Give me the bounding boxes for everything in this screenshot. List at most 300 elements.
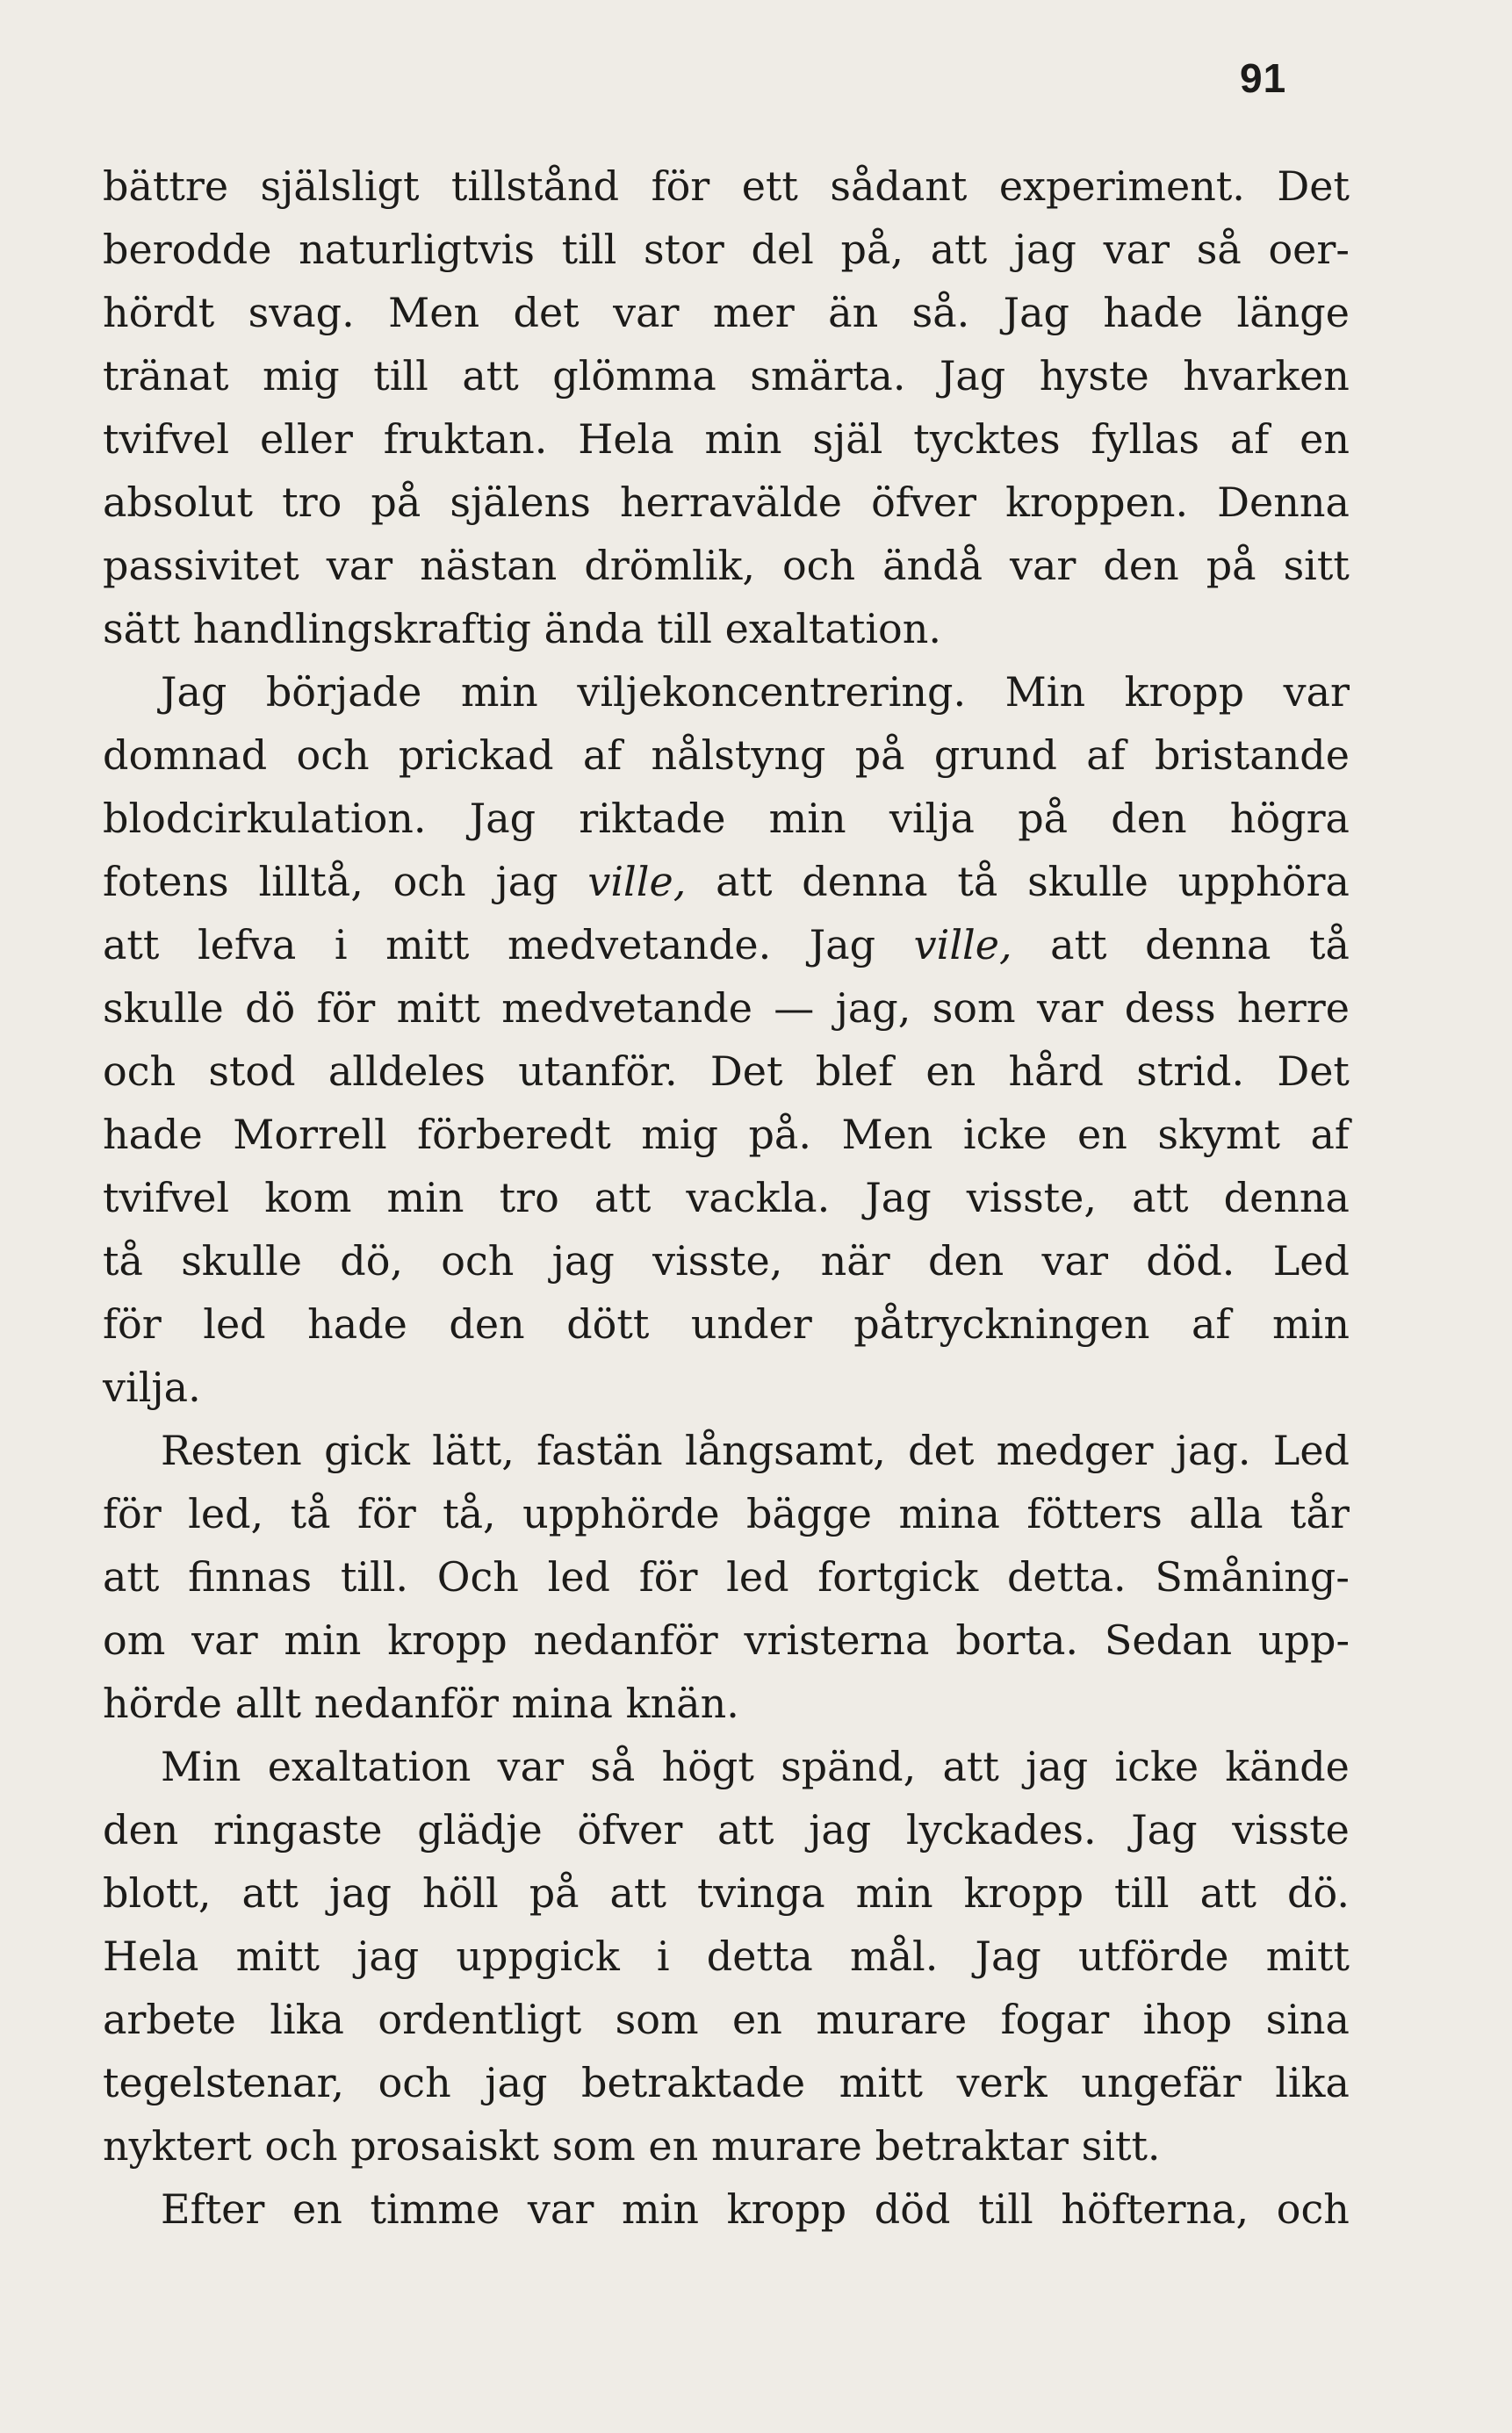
- word: Jag: [1131, 1806, 1198, 1854]
- word: naturligtvis: [299, 226, 535, 273]
- word: Det: [709, 1047, 783, 1095]
- word: var: [497, 1743, 565, 1790]
- word: som: [551, 2122, 636, 2170]
- word: sitt: [1283, 542, 1350, 589]
- word: dött: [566, 1300, 650, 1348]
- word: prosaiskt: [350, 2122, 540, 2170]
- word: fötters: [1026, 1490, 1163, 1537]
- word: utanför.: [518, 1047, 678, 1095]
- word: Jag: [161, 668, 227, 716]
- word: var: [527, 2185, 594, 2233]
- text-line: [103, 1545, 1350, 1609]
- word: nedanför: [533, 1616, 718, 1664]
- word: min: [460, 668, 538, 716]
- word: i: [334, 921, 348, 968]
- word: Denna: [1217, 479, 1350, 526]
- word: en: [732, 1996, 782, 2043]
- word: Morrell: [233, 1111, 387, 1158]
- word: spänd,: [781, 1743, 917, 1790]
- text-line: [103, 344, 1350, 407]
- word: död: [874, 2185, 951, 2233]
- word: lefva: [197, 921, 297, 968]
- word: sina: [1265, 1996, 1350, 2043]
- word: denna: [802, 858, 928, 905]
- word: drömlik,: [584, 542, 755, 589]
- word: hade: [103, 1111, 203, 1158]
- word: led: [203, 1300, 266, 1348]
- word: och: [392, 858, 466, 905]
- word: led: [547, 1553, 610, 1601]
- word: lyckades.: [905, 1806, 1097, 1854]
- word: dö,: [340, 1237, 404, 1285]
- word: blott,: [103, 1869, 212, 1917]
- word: en: [292, 2185, 342, 2233]
- word: Det: [1277, 1047, 1350, 1095]
- word: sitt.: [1081, 2122, 1161, 2170]
- word: vristerna: [744, 1616, 930, 1664]
- word: fruktan.: [383, 415, 548, 463]
- word: allt: [234, 1680, 302, 1727]
- word: i: [656, 1933, 670, 1980]
- word: mig: [641, 1111, 718, 1158]
- word: än: [828, 289, 879, 336]
- text-line: [103, 155, 1350, 218]
- word: tvifvel: [103, 1174, 230, 1221]
- word: jag,: [835, 984, 911, 1032]
- word: länge: [1236, 289, 1350, 336]
- word: finnas: [188, 1553, 313, 1601]
- word: domnad: [103, 731, 268, 779]
- word: och: [296, 731, 370, 779]
- word: ett: [741, 162, 798, 210]
- text-line: [103, 1672, 1350, 1735]
- word: icke: [962, 1111, 1048, 1158]
- word: på: [1018, 795, 1069, 842]
- word: tå: [290, 1490, 331, 1537]
- word: till: [561, 226, 617, 273]
- word: att: [462, 352, 519, 400]
- word: mitt: [839, 2059, 923, 2106]
- word: en: [925, 1047, 976, 1095]
- word: som: [932, 984, 1016, 1032]
- word: jag: [328, 1869, 392, 1917]
- word: så.: [911, 289, 970, 336]
- word: medger: [996, 1427, 1154, 1474]
- text-line: [103, 534, 1350, 597]
- word: vilja: [889, 795, 975, 842]
- word: jag: [551, 1237, 615, 1285]
- word: den: [1103, 542, 1179, 589]
- word: tro: [499, 1174, 559, 1221]
- word: högra: [1229, 795, 1350, 842]
- word: kropp: [1124, 668, 1245, 716]
- word: af: [1086, 731, 1126, 779]
- word: gick: [324, 1427, 410, 1474]
- word: lika: [1275, 2059, 1350, 2106]
- word: för: [651, 162, 710, 210]
- word: på: [529, 1869, 580, 1917]
- word: dess: [1124, 984, 1216, 1032]
- word: betraktade: [581, 2059, 806, 2106]
- word: till: [657, 605, 712, 652]
- word: nålstyng: [651, 731, 826, 779]
- word: smärta.: [750, 352, 906, 400]
- word: fogar: [1000, 1996, 1110, 2043]
- word: att: [1199, 1869, 1257, 1917]
- word: höfterna,: [1061, 2185, 1249, 2233]
- word: blef: [815, 1047, 894, 1095]
- word: min: [1272, 1300, 1350, 1348]
- word: på: [371, 479, 421, 526]
- word: berodde: [103, 226, 272, 273]
- word: dö.: [1287, 1869, 1350, 1917]
- word: och: [264, 2122, 338, 2170]
- text-line: [103, 1798, 1350, 1861]
- word: mitt: [235, 1933, 320, 1980]
- word: hördt: [103, 289, 215, 336]
- word: borta.: [955, 1616, 1078, 1664]
- word: högt: [661, 1743, 754, 1790]
- word: mitt: [396, 984, 480, 1032]
- word: led: [726, 1553, 789, 1601]
- word: murare: [710, 2122, 862, 2170]
- word: —: [774, 984, 815, 1032]
- word: fyllas: [1091, 415, 1199, 463]
- word: kropp: [726, 2185, 847, 2233]
- text-line: [103, 2177, 1350, 2241]
- word: för: [316, 984, 376, 1032]
- text-line: [103, 1609, 1350, 1672]
- text-line: [103, 660, 1350, 723]
- word: Jag: [939, 352, 1006, 400]
- word: mina: [511, 1680, 613, 1727]
- word: jag: [356, 1933, 420, 1980]
- text-line: [103, 723, 1350, 787]
- word: höll: [421, 1869, 499, 1917]
- text-line: [103, 976, 1350, 1040]
- word: visste: [1232, 1806, 1350, 1854]
- word: Men: [388, 289, 480, 336]
- word: på: [854, 731, 905, 779]
- word: tå,: [443, 1490, 496, 1537]
- text-line: [103, 471, 1350, 534]
- text-line: [103, 850, 1350, 913]
- word: en: [648, 2122, 699, 2170]
- word: började: [265, 668, 422, 716]
- text-line: [103, 407, 1350, 471]
- word: fastän: [536, 1427, 663, 1474]
- word: ordentligt: [378, 1996, 582, 2043]
- word: och: [103, 1047, 176, 1095]
- word: prickad: [398, 731, 554, 779]
- word: glädje: [417, 1806, 543, 1854]
- text-line: [103, 1356, 1350, 1419]
- word: hvarken: [1183, 352, 1350, 400]
- word: sådant: [830, 162, 968, 210]
- word: verk: [956, 2059, 1048, 2106]
- word: upphöra: [1177, 858, 1350, 905]
- word: mål.: [850, 1933, 939, 1980]
- word: Hela: [103, 1933, 199, 1980]
- word: var: [1041, 1237, 1108, 1285]
- word: uppgick: [456, 1933, 620, 1980]
- word: den: [103, 1806, 179, 1854]
- word: så: [1196, 226, 1242, 273]
- word: att: [241, 1869, 299, 1917]
- text-line: [103, 2051, 1350, 2114]
- word: upphörde: [522, 1490, 720, 1537]
- text-line: [103, 2114, 1350, 2177]
- text-line: [103, 1040, 1350, 1103]
- word: tvinga: [696, 1869, 825, 1917]
- word: murare: [816, 1996, 968, 2043]
- word: att: [594, 1174, 652, 1221]
- text-line: [103, 1419, 1350, 1482]
- word: min: [284, 1616, 362, 1664]
- word: den: [927, 1237, 1004, 1285]
- word: Min: [1004, 668, 1086, 716]
- word: tår: [1289, 1490, 1350, 1537]
- word: det: [513, 289, 580, 336]
- text-line: [103, 787, 1350, 850]
- word: Jag: [975, 1933, 1041, 1980]
- word: död.: [1146, 1237, 1235, 1285]
- word: upp-: [1257, 1616, 1350, 1664]
- word: jag.: [1175, 1427, 1251, 1474]
- word: att: [103, 1553, 160, 1601]
- word: glömma: [552, 352, 716, 400]
- word: bägge: [746, 1490, 873, 1537]
- word: Småning-: [1155, 1553, 1350, 1601]
- text-line: [103, 1735, 1350, 1798]
- word: Jag: [809, 921, 876, 968]
- word: att: [1050, 921, 1107, 968]
- word: af: [1310, 1111, 1350, 1158]
- word: tycktes: [913, 415, 1061, 463]
- text-line: [103, 1482, 1350, 1545]
- word: vackla.: [686, 1174, 831, 1221]
- word: som: [615, 1996, 699, 2043]
- text-line: [103, 1988, 1350, 2051]
- word: ville,: [587, 858, 687, 905]
- word: eller: [259, 415, 353, 463]
- word: när: [820, 1237, 890, 1285]
- word: led,: [188, 1490, 264, 1537]
- word: öfver: [871, 479, 977, 526]
- word: Led: [1272, 1427, 1350, 1474]
- word: Efter: [161, 2185, 265, 2233]
- text-line: [103, 1103, 1350, 1166]
- word: vilja.: [103, 1364, 201, 1411]
- text-line: [103, 597, 1350, 660]
- word: förberedt: [417, 1111, 611, 1158]
- word: utförde: [1078, 1933, 1229, 1980]
- word: ihop: [1142, 1996, 1233, 2043]
- word: Resten: [161, 1427, 302, 1474]
- word: min: [622, 2185, 699, 2233]
- word: till: [1114, 1869, 1170, 1917]
- word: ville,: [913, 921, 1012, 968]
- word: knän.: [625, 1680, 739, 1727]
- word: del: [751, 226, 814, 273]
- word: och: [378, 2059, 451, 2106]
- word: Men: [841, 1111, 933, 1158]
- word: Och: [436, 1553, 519, 1601]
- word: var: [1103, 226, 1170, 273]
- word: bättre: [103, 162, 229, 210]
- word: att: [1132, 1174, 1189, 1221]
- word: medvetande.: [507, 921, 772, 968]
- word: för: [356, 1490, 416, 1537]
- word: tegelstenar,: [103, 2059, 345, 2106]
- word: så: [590, 1743, 636, 1790]
- word: Jag: [1003, 289, 1069, 336]
- word: skulle: [181, 1237, 302, 1285]
- page-number: 91: [1240, 55, 1287, 101]
- word: min: [386, 1174, 464, 1221]
- word: tro: [282, 479, 342, 526]
- word: Jag: [469, 795, 536, 842]
- word: jag: [1026, 1743, 1089, 1790]
- word: arbete: [103, 1996, 236, 2043]
- word: på: [1206, 542, 1256, 589]
- word: på.: [748, 1111, 811, 1158]
- word: ända: [544, 605, 644, 652]
- word: ringaste: [212, 1806, 383, 1854]
- word: var: [1010, 542, 1076, 589]
- word: oer-: [1268, 226, 1350, 273]
- word: att: [930, 226, 988, 273]
- word: strid.: [1136, 1047, 1245, 1095]
- word: min: [704, 415, 782, 463]
- word: min: [768, 795, 846, 842]
- word: en: [1300, 415, 1350, 463]
- word: exaltation: [267, 1743, 472, 1790]
- word: stod: [208, 1047, 296, 1095]
- word: herravälde: [619, 479, 842, 526]
- word: jag: [809, 1806, 872, 1854]
- word: öfver: [577, 1806, 683, 1854]
- word: jag: [1013, 226, 1076, 273]
- word: nyktert: [103, 2122, 252, 2170]
- word: nästan: [420, 542, 558, 589]
- word: att: [716, 858, 773, 905]
- word: på,: [840, 226, 904, 273]
- text-line: [103, 1925, 1350, 1988]
- word: för: [103, 1300, 162, 1348]
- word: detta: [706, 1933, 813, 1980]
- word: om: [103, 1616, 166, 1664]
- word: själens: [450, 479, 591, 526]
- word: viljekoncentrering.: [577, 668, 967, 716]
- word: ungefär: [1081, 2059, 1242, 2106]
- word: mig: [262, 352, 340, 400]
- word: var: [613, 289, 680, 336]
- word: mer: [712, 289, 795, 336]
- word: fotens: [103, 858, 229, 905]
- word: Hela: [578, 415, 674, 463]
- text-line: [103, 1229, 1350, 1292]
- word: denna: [1145, 921, 1271, 968]
- text-line: [103, 218, 1350, 281]
- word: af: [1229, 415, 1270, 463]
- word: exaltation.: [724, 605, 941, 652]
- word: att: [942, 1743, 999, 1790]
- word: mitt: [385, 921, 470, 968]
- word: långsamt,: [684, 1427, 886, 1474]
- word: själ: [812, 415, 883, 463]
- word: hård: [1008, 1047, 1104, 1095]
- word: jag: [495, 858, 558, 905]
- word: af: [1192, 1300, 1231, 1348]
- word: var: [1283, 668, 1350, 716]
- word: denna: [1223, 1174, 1350, 1221]
- word: lilltå,: [258, 858, 364, 905]
- word: detta.: [1006, 1553, 1127, 1601]
- word: och: [1276, 2185, 1350, 2233]
- word: Jag: [865, 1174, 932, 1221]
- word: var: [326, 542, 393, 589]
- word: hyste: [1039, 352, 1149, 400]
- word: mitt: [1265, 1933, 1350, 1980]
- word: Det: [1277, 162, 1350, 210]
- word: Sedan: [1104, 1616, 1233, 1664]
- word: hade: [307, 1300, 407, 1348]
- word: af: [582, 731, 623, 779]
- text-line: [103, 1861, 1350, 1925]
- word: blodcirkulation.: [103, 795, 427, 842]
- word: Led: [1272, 1237, 1350, 1285]
- word: tvifvel: [103, 415, 230, 463]
- word: att: [103, 921, 160, 968]
- word: lika: [270, 1996, 344, 2043]
- word: under: [690, 1300, 812, 1348]
- word: till: [373, 352, 428, 400]
- word: riktade: [579, 795, 726, 842]
- word: visste,: [966, 1174, 1098, 1221]
- word: till: [978, 2185, 1033, 2233]
- word: nedanför: [313, 1680, 499, 1727]
- text-line: [103, 1292, 1350, 1356]
- word: den: [1111, 795, 1187, 842]
- word: herre: [1236, 984, 1350, 1032]
- word: jag: [485, 2059, 548, 2106]
- word: tränat: [103, 352, 229, 400]
- word: att: [717, 1806, 774, 1854]
- word: det: [908, 1427, 975, 1474]
- word: timme: [370, 2185, 500, 2233]
- word: kände: [1225, 1743, 1350, 1790]
- word: experiment.: [998, 162, 1245, 210]
- word: till.: [340, 1553, 409, 1601]
- word: påtryckningen: [853, 1300, 1150, 1348]
- word: medvetande: [501, 984, 752, 1032]
- word: min: [855, 1869, 933, 1917]
- word: tå: [103, 1237, 143, 1285]
- word: kom: [264, 1174, 352, 1221]
- word: själsligt: [260, 162, 420, 210]
- word: handlingskraftig: [192, 605, 531, 652]
- text-line: [103, 281, 1350, 344]
- word: Min: [161, 1743, 241, 1790]
- word: den: [449, 1300, 525, 1348]
- word: för: [638, 1553, 698, 1601]
- word: betraktar: [875, 2122, 1069, 2170]
- word: grund: [933, 731, 1057, 779]
- word: hade: [1103, 289, 1204, 336]
- word: icke: [1114, 1743, 1199, 1790]
- word: lätt,: [432, 1427, 515, 1474]
